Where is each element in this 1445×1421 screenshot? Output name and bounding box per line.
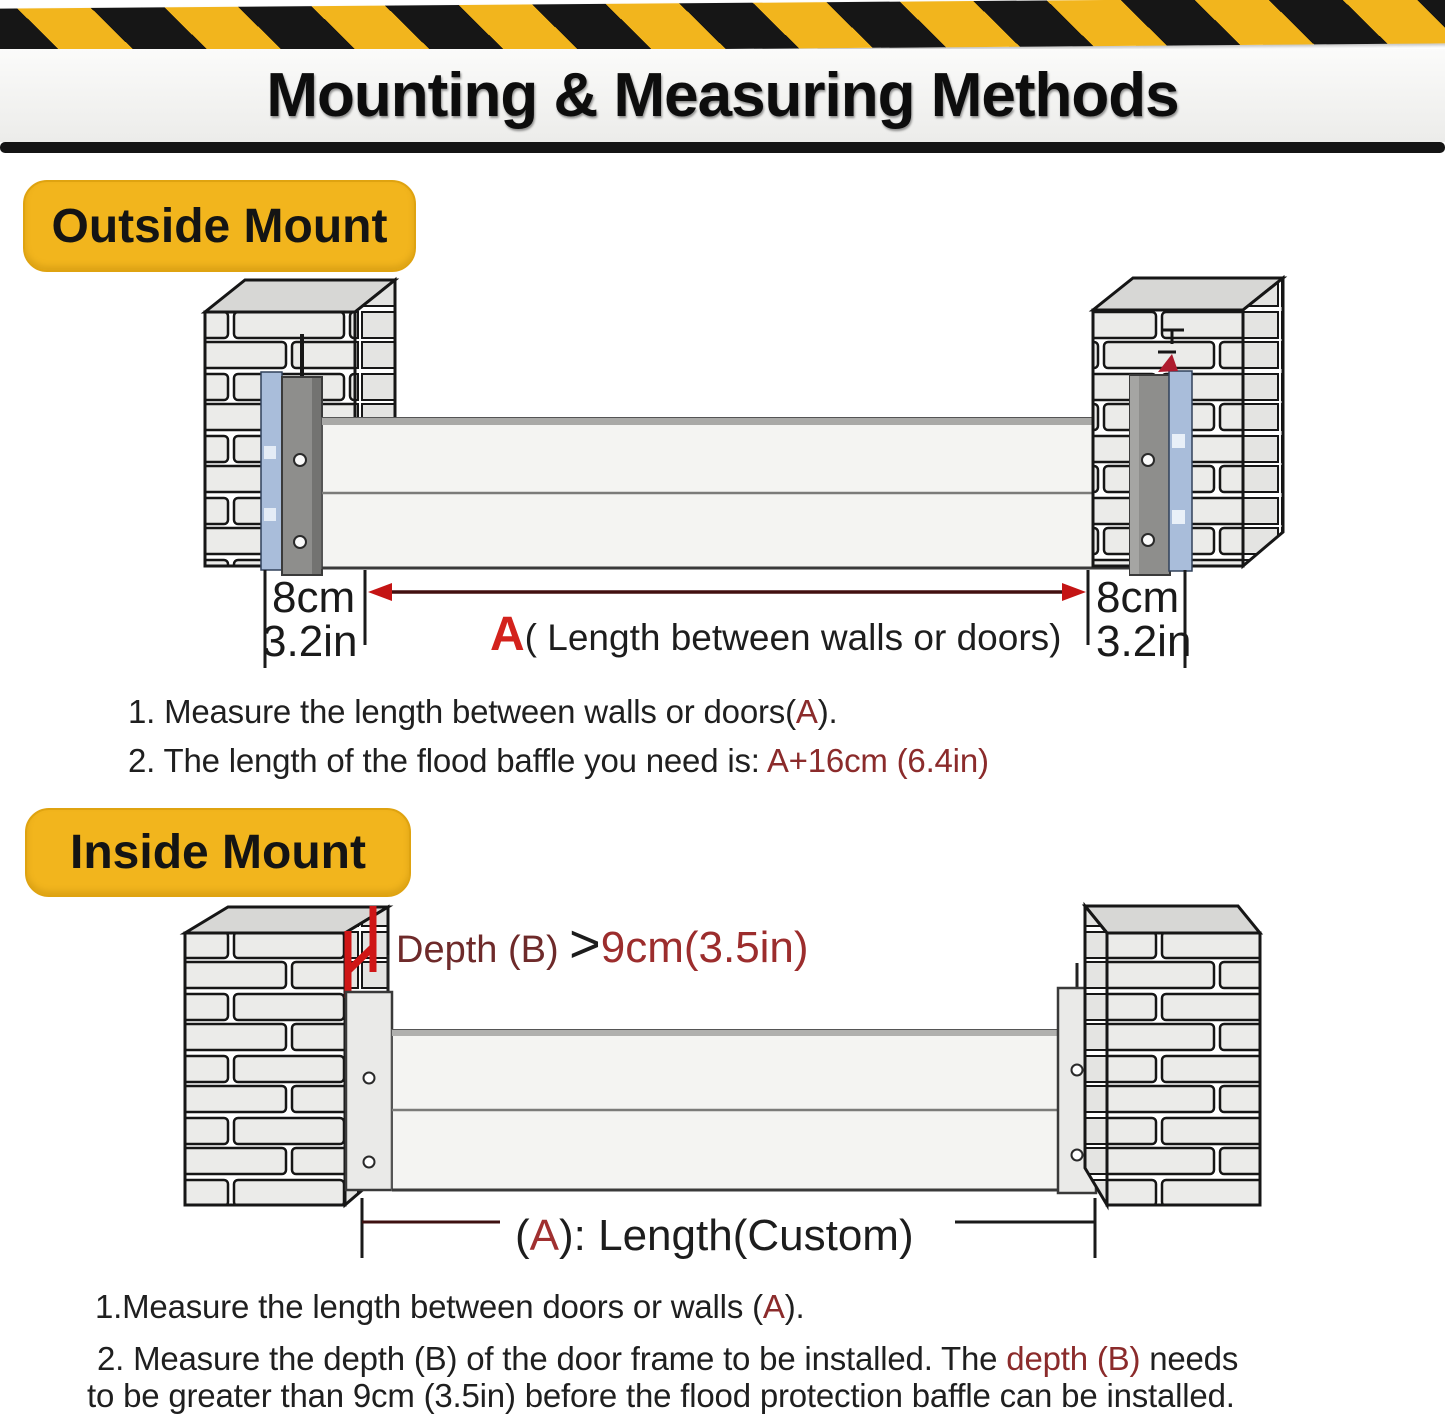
screw-hole	[1142, 454, 1154, 466]
outside-step-1: 1. Measure the length between walls or doors(A).	[128, 693, 838, 730]
screw-hole	[1142, 534, 1154, 546]
dim-right-inch: 3.2in	[1096, 617, 1192, 666]
inside-step-2: 2. Measure the depth (B) of the door frame to be installed. The depth (B) needs	[97, 1340, 1239, 1377]
label-rest: ( Length between walls or doors)	[524, 617, 1062, 658]
length-custom-label: (A): Length(Custom)	[515, 1211, 914, 1260]
divider-bar	[0, 142, 1445, 153]
depth-label: Depth (B) >9cm(3.5in)	[396, 914, 809, 974]
screw-hole	[1072, 1065, 1083, 1076]
span-length-label	[490, 608, 1061, 661]
inside-step-1: 1.Measure the length between doors or walls (A).	[95, 1288, 805, 1325]
outside-mount-diagram	[0, 262, 1445, 672]
page-title: Mounting & Measuring Methods	[266, 61, 1179, 130]
outside-mount-badge: Outside Mount	[23, 180, 416, 272]
left-mounting-channel	[282, 377, 322, 575]
right-seal-strip	[1169, 371, 1192, 571]
dim-left-cm: 8cm	[272, 573, 356, 622]
screw-hole	[364, 1157, 375, 1168]
inside-mount-diagram	[0, 895, 1445, 1270]
screw-hole	[294, 536, 306, 548]
inside-step-3: to be greater than 9cm (3.5in) before the flood protection baffle can be installed.	[87, 1377, 1235, 1414]
hazard-stripe-banner	[0, 0, 1445, 55]
title-strip	[0, 49, 1445, 142]
dim-left-inch: 3.2in	[262, 617, 358, 666]
left-seal-strip	[261, 372, 282, 570]
flood-barrier-panel	[322, 418, 1134, 568]
screw-hole	[294, 454, 306, 466]
length-arrow	[368, 583, 1086, 601]
inside-mount-badge: Inside Mount	[25, 808, 411, 897]
label-a: A	[490, 608, 525, 661]
flood-barrier-panel	[392, 1030, 1058, 1190]
right-brick-pillar	[1085, 906, 1260, 1205]
dim-right-cm: 8cm	[1096, 573, 1180, 622]
screw-hole	[1072, 1150, 1083, 1161]
right-mounting-channel	[1130, 375, 1170, 575]
screw-hole	[364, 1073, 375, 1084]
outside-step-2: 2. The length of the flood baffle you need is: A+16cm (6.4in)	[128, 742, 989, 779]
